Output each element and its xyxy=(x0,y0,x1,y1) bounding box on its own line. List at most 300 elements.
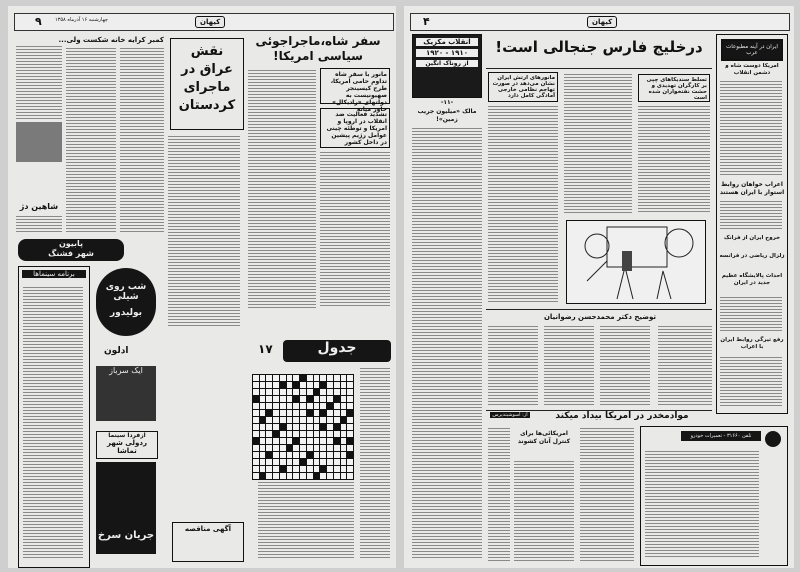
left-page-header xyxy=(14,13,394,31)
ad-logo-icon xyxy=(765,431,781,447)
crossword-cell xyxy=(253,452,259,458)
crossword-cell xyxy=(307,466,313,472)
crossword-cell xyxy=(253,459,259,465)
crossword-cell xyxy=(266,445,272,451)
crossword-black-cell xyxy=(307,410,313,416)
crossword-cell xyxy=(287,424,293,430)
mexico-episode: -۱۱- xyxy=(440,99,454,106)
crossword-cell xyxy=(266,382,272,388)
headline: درخلیج فارس جنجالی است! xyxy=(495,38,703,56)
crossword-clues xyxy=(258,482,354,560)
crossword-cell xyxy=(320,445,326,451)
crossword-cell xyxy=(266,459,272,465)
crossword-black-cell xyxy=(307,396,313,402)
crossword-cell xyxy=(314,403,320,409)
crossword-cell xyxy=(273,382,279,388)
subhead-box: مانور با سفر شاه تداوم حامی امریکا، طرح کیسینجر صهیونیست به دولتهای «رادیکال» خاور میانه xyxy=(320,68,390,104)
crossword-cell xyxy=(280,438,286,444)
mexico-title: انقلاب مکزیک xyxy=(416,38,478,46)
crossword-cell xyxy=(287,473,293,479)
crossword-black-cell xyxy=(273,431,279,437)
subhead-box: تشدید فعالیت ضد انقلاب در اروپا و امریکا و توطئه چینی عوامل رژیم پیشین در داخل کشور xyxy=(320,108,390,148)
crossword-cell xyxy=(341,424,347,430)
crossword-cell xyxy=(307,473,313,479)
crossword-cell xyxy=(253,375,259,381)
crossword-cell xyxy=(253,445,259,451)
crossword-black-cell xyxy=(320,466,326,472)
cartoon-drawing xyxy=(567,221,705,303)
crossword-cell xyxy=(253,473,259,479)
crossword-cell xyxy=(314,438,320,444)
crossword-cell xyxy=(327,459,333,465)
ad-cinema-odeon: ادلون xyxy=(104,346,129,356)
crossword-cell xyxy=(300,473,306,479)
crossword-black-cell xyxy=(320,382,326,388)
crossword-cell xyxy=(280,445,286,451)
crossword-cell xyxy=(334,459,340,465)
crossword-cell xyxy=(300,466,306,472)
cinema-program xyxy=(18,266,90,568)
crossword-cell xyxy=(300,396,306,402)
subhead-box: تسلط سندیکاهای چپی بر کارگران تهدیدی و حشت نفتخواران شده است xyxy=(638,74,710,102)
article-text xyxy=(720,357,782,407)
crossword-cell xyxy=(314,445,320,451)
crossword-cell xyxy=(266,389,272,395)
ad-cinema-shili xyxy=(96,268,156,336)
crossword-cell xyxy=(287,459,293,465)
crossword-cell xyxy=(293,410,299,416)
crossword-cell xyxy=(341,382,347,388)
article-text xyxy=(720,81,782,175)
left-page xyxy=(8,6,396,568)
sidebar-headline: اعراب خواهان روابط استوار با ایران هستند xyxy=(719,181,785,196)
crossword-cell xyxy=(266,431,272,437)
crossword-cell xyxy=(341,473,347,479)
crossword-cell xyxy=(334,389,340,395)
crossword-cell xyxy=(300,410,306,416)
sidebar-box-title: ایران در آینه مطبوعات عرب xyxy=(721,39,783,61)
article-text xyxy=(544,326,594,406)
crossword-cell xyxy=(280,417,286,423)
ad-payoun-name: پابیون xyxy=(58,239,84,248)
crossword-cell xyxy=(293,389,299,395)
ad-cinema-title: ازفردا سینما xyxy=(108,432,146,439)
crossword-cell xyxy=(300,445,306,451)
crossword-cell xyxy=(314,466,320,472)
crossword-cell xyxy=(287,410,293,416)
crossword-cell xyxy=(334,417,340,423)
crossword-cell xyxy=(280,389,286,395)
crossword-cell xyxy=(260,431,266,437)
crossword-clues xyxy=(360,368,390,558)
crossword-cell xyxy=(300,389,306,395)
crossword-cell xyxy=(280,403,286,409)
crossword-black-cell xyxy=(253,438,259,444)
crossword-cell xyxy=(300,431,306,437)
crossword-cell xyxy=(266,438,272,444)
sidebar-headline: خروج ایران از فرانک xyxy=(723,235,781,241)
crossword-cell xyxy=(327,445,333,451)
crossword-cell xyxy=(300,424,306,430)
crossword-cell xyxy=(320,459,326,465)
mexico-author: از روناک آنگین xyxy=(416,60,478,67)
crossword-cell xyxy=(334,403,340,409)
crossword-black-cell xyxy=(293,396,299,402)
masthead: کیهان xyxy=(195,16,225,28)
article-text xyxy=(720,297,782,333)
crossword-cell xyxy=(347,459,353,465)
ad-box xyxy=(640,426,788,566)
crossword-cell xyxy=(307,417,313,423)
iraq-article-box xyxy=(170,38,244,130)
crossword-cell xyxy=(260,452,266,458)
article-text xyxy=(580,428,634,561)
crossword-cell xyxy=(260,403,266,409)
crossword-black-cell xyxy=(266,410,272,416)
crossword-cell xyxy=(320,403,326,409)
notice-title: آگهی مناقصه xyxy=(184,525,232,533)
crossword-cell xyxy=(334,452,340,458)
crossword-cell xyxy=(273,466,279,472)
sidebar-headline: زلزال ریاضی در فرانسه xyxy=(719,253,785,259)
ad-payoun-sub: شهر فشنگ xyxy=(48,249,94,258)
right-page-header xyxy=(410,13,790,31)
crossword-black-cell xyxy=(347,452,353,458)
crossword-cell xyxy=(266,473,272,479)
crossword-black-cell xyxy=(293,438,299,444)
crossword-cell xyxy=(253,382,259,388)
crossword-cell xyxy=(287,389,293,395)
crossword-cell xyxy=(327,389,333,395)
crossword-cell xyxy=(334,431,340,437)
crossword-cell xyxy=(314,424,320,430)
crossword-cell xyxy=(260,459,266,465)
cartoon xyxy=(566,220,706,304)
crossword-cell xyxy=(347,424,353,430)
crossword-cell xyxy=(314,410,320,416)
arab-press-sidebar xyxy=(716,34,788,414)
crossword-cell xyxy=(314,452,320,458)
crossword-cell xyxy=(293,424,299,430)
crossword-cell xyxy=(314,396,320,402)
crossword-cell xyxy=(341,375,347,381)
crossword-cell xyxy=(314,431,320,437)
crossword-cell xyxy=(293,466,299,472)
crossword-cell xyxy=(341,466,347,472)
article-text xyxy=(168,136,240,326)
mexico-box xyxy=(412,34,482,98)
article-text xyxy=(658,326,712,406)
ad-cinema-sub: ردولی شهر تماشا xyxy=(107,439,147,455)
crossword-cell xyxy=(293,375,299,381)
crossword-cell xyxy=(280,375,286,381)
crossword-cell xyxy=(334,445,340,451)
crossword-cell xyxy=(273,473,279,479)
crossword-cell xyxy=(314,459,320,465)
crossword-cell xyxy=(273,396,279,402)
crossword-cell xyxy=(307,382,313,388)
crossword-grid xyxy=(252,374,354,480)
crossword-cell xyxy=(347,431,353,437)
crossword-black-cell xyxy=(347,410,353,416)
crossword-cell xyxy=(280,473,286,479)
crossword-cell xyxy=(320,473,326,479)
crossword-cell xyxy=(300,403,306,409)
crossword-cell xyxy=(341,389,347,395)
crossword-cell xyxy=(293,445,299,451)
crossword-cell xyxy=(260,375,266,381)
crossword-cell xyxy=(307,424,313,430)
crossword-cell xyxy=(320,375,326,381)
crossword-cell xyxy=(341,431,347,437)
right-page xyxy=(404,6,794,568)
crossword-cell xyxy=(253,424,259,430)
crossword-cell xyxy=(260,438,266,444)
crossword-black-cell xyxy=(266,452,272,458)
crossword-cell xyxy=(307,431,313,437)
crossword-black-cell xyxy=(334,396,340,402)
crossword-cell xyxy=(260,396,266,402)
crossword-black-cell xyxy=(293,382,299,388)
crossword-cell xyxy=(300,417,306,423)
crossword-cell xyxy=(307,438,313,444)
page-number: ۴ xyxy=(423,15,430,28)
subhead-box: مانورهای ارتش ایران نشان می‌دهد در صورت تهاجم نظامی خارجی آمادگی کامل دارد xyxy=(488,72,558,102)
crossword-cell xyxy=(320,438,326,444)
crossword-cell xyxy=(266,375,272,381)
crossword-cell xyxy=(266,466,272,472)
crossword-cell xyxy=(307,403,313,409)
crossword-cell xyxy=(273,438,279,444)
crossword-black-cell xyxy=(334,438,340,444)
column-title: کمبر کرایه خانه شکست ولی... xyxy=(58,36,164,44)
article-text xyxy=(720,201,782,231)
crossword-cell xyxy=(347,466,353,472)
crossword-cell xyxy=(314,417,320,423)
crossword-cell xyxy=(260,424,266,430)
crossword-black-cell xyxy=(300,375,306,381)
drugs-headline: موادمخدر در امریکا بیداد میکند xyxy=(555,411,689,421)
crossword-cell xyxy=(320,431,326,437)
crossword-cell xyxy=(307,375,313,381)
crossword-cell xyxy=(280,410,286,416)
crossword-cell xyxy=(253,403,259,409)
crossword-cell xyxy=(327,431,333,437)
crossword-cell xyxy=(287,382,293,388)
crossword-black-cell xyxy=(253,396,259,402)
crossword-cell xyxy=(260,382,266,388)
crossword-black-cell xyxy=(300,459,306,465)
crossword-cell xyxy=(300,452,306,458)
crossword-cell xyxy=(287,403,293,409)
article-text xyxy=(564,74,632,214)
crossword-cell xyxy=(266,424,272,430)
crossword-cell xyxy=(334,473,340,479)
article-text xyxy=(412,128,482,558)
mexico-subtitle: مالک «میلیون جریب زمین»! xyxy=(417,108,477,123)
crossword-black-cell xyxy=(320,410,326,416)
crossword-cell xyxy=(347,396,353,402)
crossword-cell xyxy=(273,452,279,458)
crossword-cell xyxy=(327,473,333,479)
crossword-cell xyxy=(287,431,293,437)
crossword-black-cell xyxy=(280,382,286,388)
crossword-cell xyxy=(293,473,299,479)
crossword-cell xyxy=(327,396,333,402)
crossword-cell xyxy=(300,438,306,444)
crossword-cell xyxy=(347,445,353,451)
crossword-cell xyxy=(273,445,279,451)
article-text xyxy=(488,106,558,304)
crossword-cell xyxy=(273,410,279,416)
ad-text xyxy=(645,451,759,559)
crossword-cell xyxy=(341,452,347,458)
crossword-cell xyxy=(260,410,266,416)
article-text xyxy=(638,106,710,214)
crossword-number: ۱۷ xyxy=(258,342,273,356)
crossword-cell xyxy=(341,459,347,465)
crossword-cell xyxy=(287,396,293,402)
crossword-cell xyxy=(334,382,340,388)
crossword-cell xyxy=(320,396,326,402)
crossword-cell xyxy=(347,382,353,388)
crossword-cell xyxy=(314,382,320,388)
crossword-black-cell xyxy=(280,466,286,472)
sidebar-headline: امریکا دوست شاه و دشمن انقلاب xyxy=(725,63,779,76)
crossword-cell xyxy=(347,473,353,479)
crossword-cell xyxy=(273,424,279,430)
crossword-cell xyxy=(341,403,347,409)
crossword-cell xyxy=(293,431,299,437)
crossword-cell xyxy=(266,417,272,423)
headline: سفر شاه،ماجراجوئی سیاسی امریکا! xyxy=(255,34,381,63)
crossword-cell xyxy=(327,438,333,444)
masthead: کیهان xyxy=(587,16,617,28)
crossword-cell xyxy=(334,410,340,416)
crossword-black-cell xyxy=(287,445,293,451)
article-text xyxy=(600,326,650,406)
crossword-cell xyxy=(266,403,272,409)
crossword-cell xyxy=(287,466,293,472)
mexico-years: ۱۹۱۰ - ۱۹۲۰ xyxy=(416,49,478,57)
interview-title: توضیح دکتر محمدحسن رضوانیان xyxy=(543,313,657,321)
crossword-cell xyxy=(327,375,333,381)
crossword-cell xyxy=(287,417,293,423)
crossword-cell xyxy=(341,445,347,451)
article-text xyxy=(120,48,164,234)
crossword-cell xyxy=(327,424,333,430)
article-text xyxy=(16,46,62,121)
crossword-cell xyxy=(327,452,333,458)
crossword-cell xyxy=(253,410,259,416)
ad-payoun xyxy=(18,239,124,261)
divider xyxy=(486,68,712,69)
crossword-cell xyxy=(320,389,326,395)
crossword-title: جدول xyxy=(283,340,391,362)
cinema-listings xyxy=(23,287,83,559)
sidebar-headline: احداث پالایشگاه عظیم جدید در ایران xyxy=(721,273,783,286)
crossword-cell xyxy=(327,382,333,388)
crossword-cell xyxy=(293,403,299,409)
crossword-cell xyxy=(280,396,286,402)
sidebar-headline: رفع تیرگی روابط ایران با اعراب xyxy=(720,337,784,350)
article-text xyxy=(320,152,390,306)
drugs-tag: از: آسوشیتدپرس xyxy=(490,412,530,418)
divider xyxy=(486,309,712,310)
crossword-black-cell xyxy=(280,424,286,430)
drugs-subhead: امریکائی‌ها برای کنترل آنان کشوند xyxy=(517,430,571,445)
crossword-black-cell xyxy=(320,424,326,430)
crossword-black-cell xyxy=(314,473,320,479)
crossword-cell xyxy=(273,375,279,381)
crossword-cell xyxy=(253,417,259,423)
photo xyxy=(16,122,62,162)
crossword-cell xyxy=(293,417,299,423)
cinema-program-title: برنامه سینماها xyxy=(22,270,86,278)
crossword-cell xyxy=(320,417,326,423)
notice-box xyxy=(172,522,244,562)
crossword-cell xyxy=(280,431,286,437)
crossword-cell xyxy=(314,375,320,381)
crossword-cell xyxy=(260,466,266,472)
crossword-cell xyxy=(273,459,279,465)
article-text xyxy=(488,428,510,561)
crossword-cell xyxy=(287,438,293,444)
crossword-cell xyxy=(280,459,286,465)
crossword-cell xyxy=(253,466,259,472)
crossword-black-cell xyxy=(327,403,333,409)
crossword-cell xyxy=(327,466,333,472)
crossword-cell xyxy=(293,452,299,458)
crossword-black-cell xyxy=(341,417,347,423)
ad-cinema-image: ایک سرباز xyxy=(96,366,156,421)
crossword-cell xyxy=(266,396,272,402)
page-number: ۹ xyxy=(35,15,42,28)
crossword-black-cell xyxy=(260,417,266,423)
crossword-cell xyxy=(347,417,353,423)
crossword-cell xyxy=(273,417,279,423)
issue-date: چهارشنبه ۱۶ آذرماه ۱۳۵۸ xyxy=(55,17,108,23)
crossword-cell xyxy=(347,403,353,409)
crossword-cell xyxy=(334,466,340,472)
crossword-cell xyxy=(293,459,299,465)
ad-cinema-title: شب روی شیلی xyxy=(105,282,147,302)
ad-cinema-tamasha xyxy=(96,431,158,459)
crossword-cell xyxy=(307,389,313,395)
crossword-cell xyxy=(347,389,353,395)
crossword-cell xyxy=(341,438,347,444)
crossword-black-cell xyxy=(314,389,320,395)
ad-cinema-red: جریان سرخ xyxy=(96,462,156,554)
article-text xyxy=(514,461,574,561)
article-text xyxy=(248,70,316,308)
crossword-cell xyxy=(307,445,313,451)
crossword-cell xyxy=(327,417,333,423)
crossword-cell xyxy=(253,431,259,437)
crossword-cell xyxy=(273,403,279,409)
article-text xyxy=(488,326,538,406)
crossword-cell xyxy=(273,389,279,395)
crossword-cell xyxy=(260,389,266,395)
crossword-cell xyxy=(334,375,340,381)
crossword-black-cell xyxy=(334,424,340,430)
crossword-black-cell xyxy=(307,452,313,458)
crossword-cell xyxy=(253,389,259,395)
crossword-cell xyxy=(287,375,293,381)
shahin-title: شاهین دژ xyxy=(19,202,59,211)
article-text xyxy=(66,48,116,234)
crossword-cell xyxy=(341,410,347,416)
